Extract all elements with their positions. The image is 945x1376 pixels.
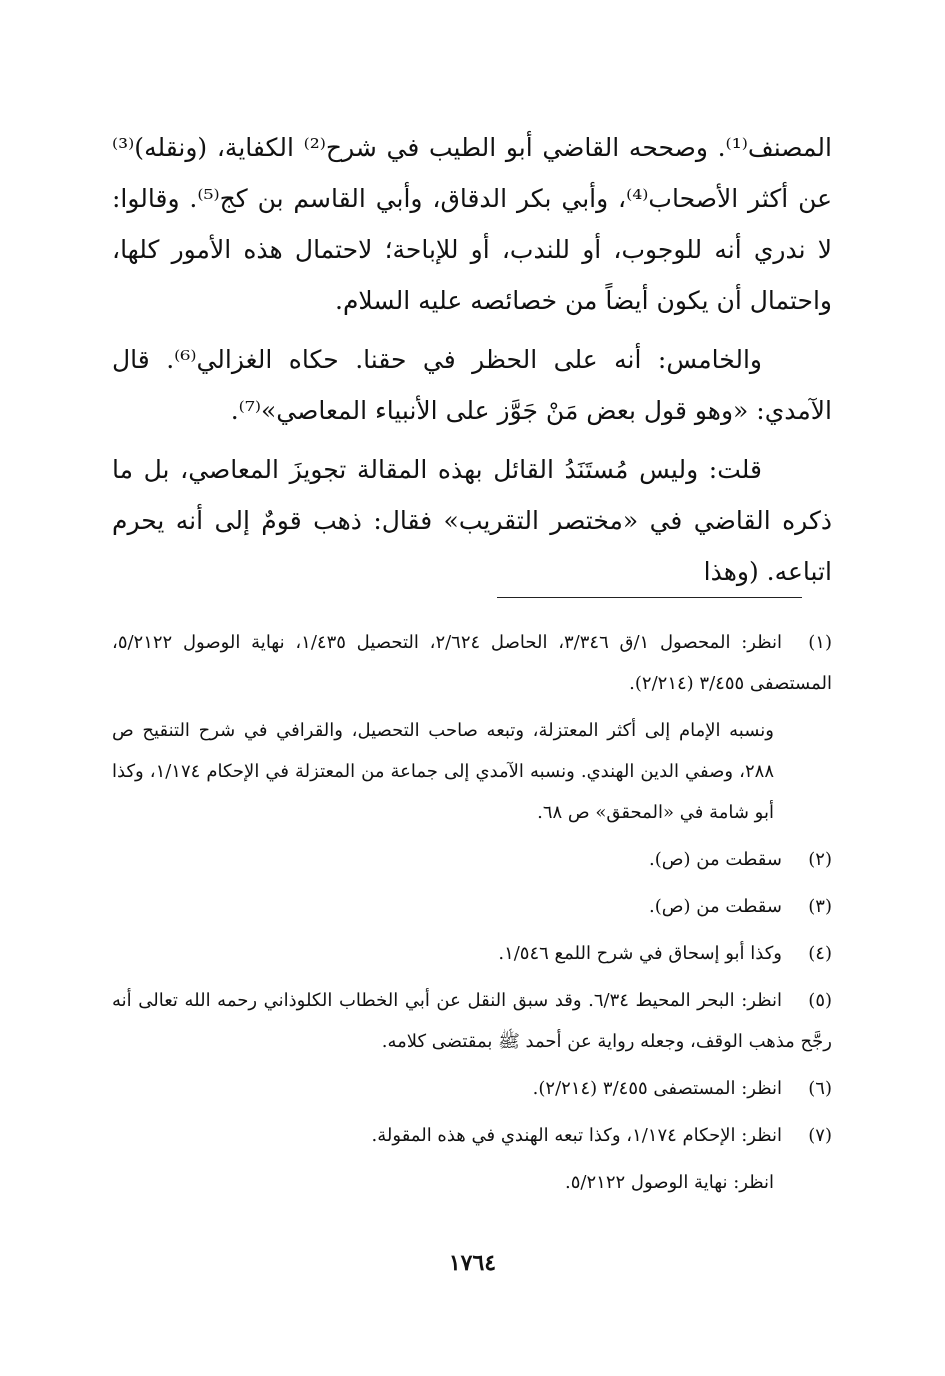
footnote-number: (٣) bbox=[808, 896, 832, 917]
footnote-text: سقطت من (ص). bbox=[649, 849, 782, 870]
main-text bbox=[112, 122, 832, 597]
footnote-text: انظر: المحصول ١/ق ٣/٣٤٦، الحاصل ٢/٦٢٤، التحصيل ١/٤٣٥، نهاية الوصول ٥/٢١٢٢، المستصفى ٣/٤٥٥ (٢/٢١٤). bbox=[112, 632, 832, 694]
footnote-text: انظر: المستصفى ٣/٤٥٥ (٢/٢١٤). bbox=[532, 1078, 782, 1099]
footnote-separator bbox=[497, 597, 802, 598]
footnote-text: انظر: البحر المحيط ٦/٣٤. وقد سبق النقل عن أبي الخطاب الكلوذاني رحمه الله تعالى أنه رجَّح مذهب الوقف، وجعله رواية عن أحمد ﷺ بمقتضى كلامه. bbox=[112, 990, 832, 1052]
paragraph-2: والخامس: أنه على الحظر في حقنا. حكاه الغزالي⁽⁶⁾. قال الآمدي: «وهو قول بعض مَنْ جَوَّز على الأنبياء المعاصي»⁽⁷⁾. bbox=[112, 345, 832, 425]
footnote-number: (٥) bbox=[808, 990, 833, 1011]
footnote-1-continued bbox=[112, 710, 832, 833]
footnote-2 bbox=[112, 839, 832, 880]
footnote-text: سقطت من (ص). bbox=[649, 896, 782, 917]
page-number: ١٧٦٤ bbox=[448, 1250, 497, 1276]
footnote-text: وكذا أبو إسحاق في شرح اللمع ١/٥٤٦. bbox=[498, 943, 782, 964]
paragraph-3: قلت: وليس مُستَنَدُ القائل بهذه المقالة تجويزَ المعاصي، بل ما ذكره القاضي في «مختصر التقريب» فقال: ذهب قومٌ إلى أنه يحرم اتباعه. (وهذا bbox=[112, 455, 832, 586]
footnote-number: (٦) bbox=[808, 1078, 832, 1099]
footnote-text: انظر: الإحكام ١/١٧٤، وكذا تبعه الهندي في هذه المقولة. bbox=[371, 1125, 782, 1146]
footnote-6 bbox=[112, 1068, 832, 1109]
footnote-1 bbox=[112, 622, 832, 704]
footnote-7-continued bbox=[112, 1162, 832, 1203]
footnote-3 bbox=[112, 886, 832, 927]
footnote-text: ونسبه الإمام إلى أكثر المعتزلة، وتبعه صاحب التحصيل، والقرافي في شرح التنقيح ص ٢٨٨، وصفي الدين الهندي. ونسبه الآمدي إلى جماعة من المعتزلة في الإحكام ١/١٧٤، وكذا أبو شامة في «المحقق» ص ٦٨. bbox=[112, 720, 774, 823]
footnote-7 bbox=[112, 1115, 832, 1156]
paragraph-1: المصنف⁽¹⁾. وصححه القاضي أبو الطيب في شرح⁽²⁾ الكفاية، (ونقله)⁽³⁾ عن أكثر الأصحاب⁽⁴⁾، وأبي بكر الدقاق، وأبي القاسم بن كج⁽⁵⁾. وقالوا: لا ندري أنه للوجوب، أو للندب، أو للإباحة؛ لاحتمال هذه الأمور كلها، واحتمال أن يكون أيضاً من خصائصه عليه السلام. bbox=[112, 133, 833, 315]
footnotes bbox=[112, 622, 832, 1203]
footnote-text: انظر: نهاية الوصول ٥/٢١٢٢. bbox=[565, 1172, 774, 1193]
footnote-4 bbox=[112, 933, 832, 974]
footnote-number: (٧) bbox=[808, 1125, 832, 1146]
footnote-5 bbox=[112, 980, 832, 1062]
footnote-number: (٤) bbox=[808, 943, 832, 964]
footnote-number: (٢) bbox=[808, 849, 832, 870]
footnote-number: (١) bbox=[808, 632, 832, 653]
